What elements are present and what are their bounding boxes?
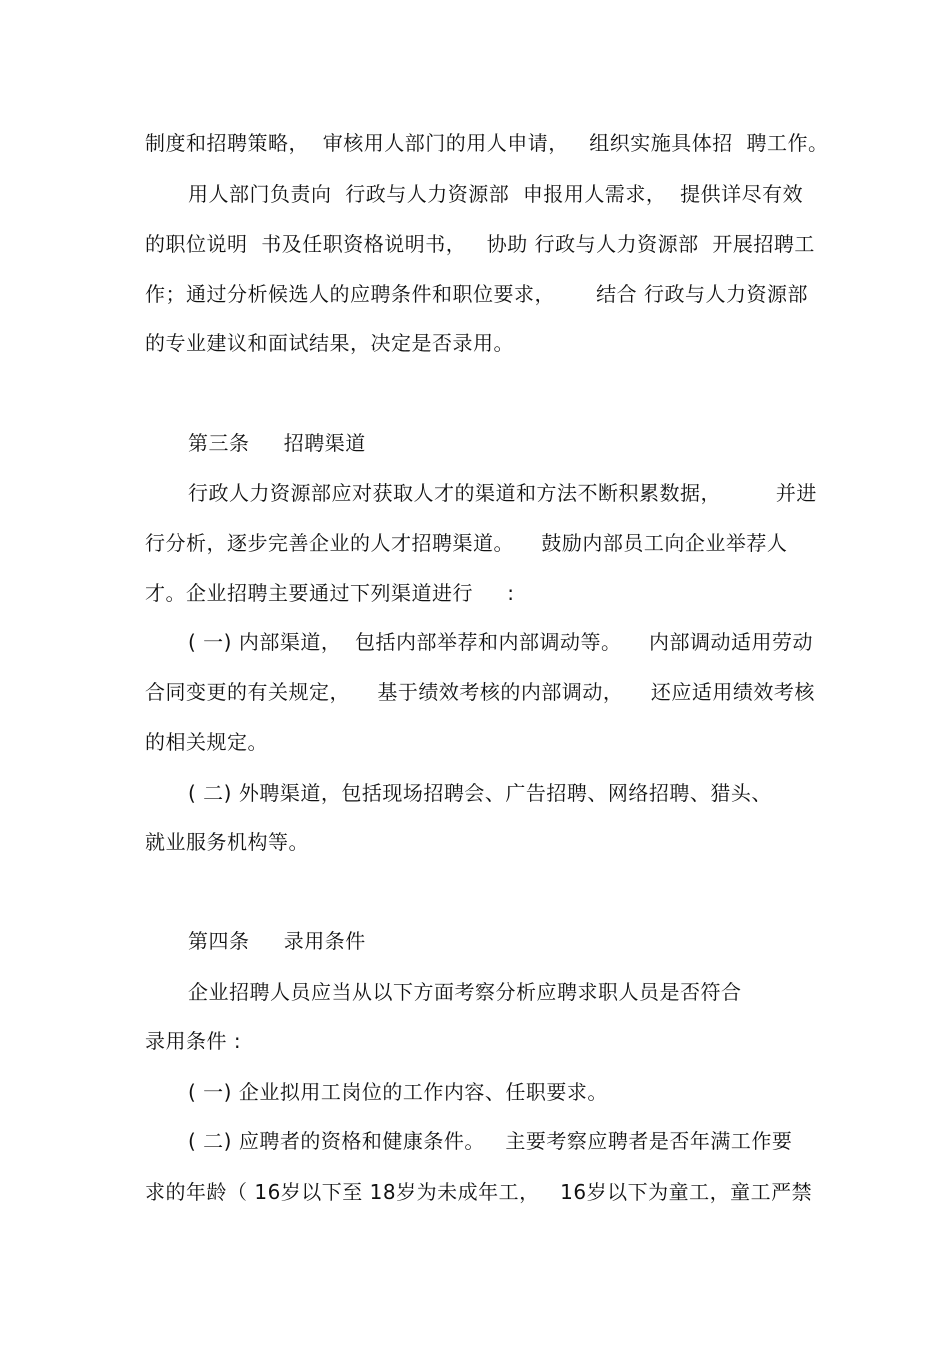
text-line: ( 一) 内部渠道， 包括内部举荐和内部调动等。 内部调动适用劳动 <box>188 630 813 654</box>
text-line: 作；通过分析候选人的应聘条件和职位要求， 结合 行政与人力资源部 <box>145 282 809 306</box>
text-line: 企业招聘人员应当从以下方面考察分析应聘求职人员是否符合 <box>188 980 742 1004</box>
text-line: 的职位说明 书及任职资格说明书， 协助 行政与人力资源部 开展招聘工 <box>145 232 815 256</box>
text-line: ( 二) 外聘渠道，包括现场招聘会、广告招聘、网络招聘、猎头、 <box>188 781 772 805</box>
text-line: 求的年龄（ 16岁以下至 18岁为未成年工， 16岁以下为童工，童工严禁 <box>145 1180 813 1204</box>
text-line: 行分析，逐步完善企业的人才招聘渠道。 鼓励内部员工向企业举荐人 <box>145 531 788 555</box>
text-line: 制度和招聘策略， 审核用人部门的用人申请， 组织实施具体招 聘工作。 <box>145 131 829 155</box>
text-line: 才。企业招聘主要通过下列渠道进行 : <box>145 581 515 605</box>
section-heading: 第四条 录用条件 <box>188 929 366 953</box>
text-line: 就业服务机构等。 <box>145 830 309 854</box>
text-line: ( 一) 企业拟用工岗位的工作内容、任职要求。 <box>188 1080 608 1104</box>
text-line: 的相关规定。 <box>145 730 268 754</box>
section-heading: 第三条 招聘渠道 <box>188 431 366 455</box>
text-line: 的专业建议和面试结果，决定是否录用。 <box>145 331 514 355</box>
text-line: 合同变更的有关规定， 基于绩效考核的内部调动， 还应适用绩效考核 <box>145 680 815 704</box>
text-line: 行政人力资源部应对获取人才的渠道和方法不断积累数据， 并进 <box>188 481 817 505</box>
text-line: 用人部门负责向 行政与人力资源部 申报用人需求， 提供详尽有效 <box>188 182 804 206</box>
text-line: ( 二) 应聘者的资格和健康条件。 主要考察应聘者是否年满工作要 <box>188 1129 793 1153</box>
text-line: 录用条件 : <box>145 1029 242 1053</box>
